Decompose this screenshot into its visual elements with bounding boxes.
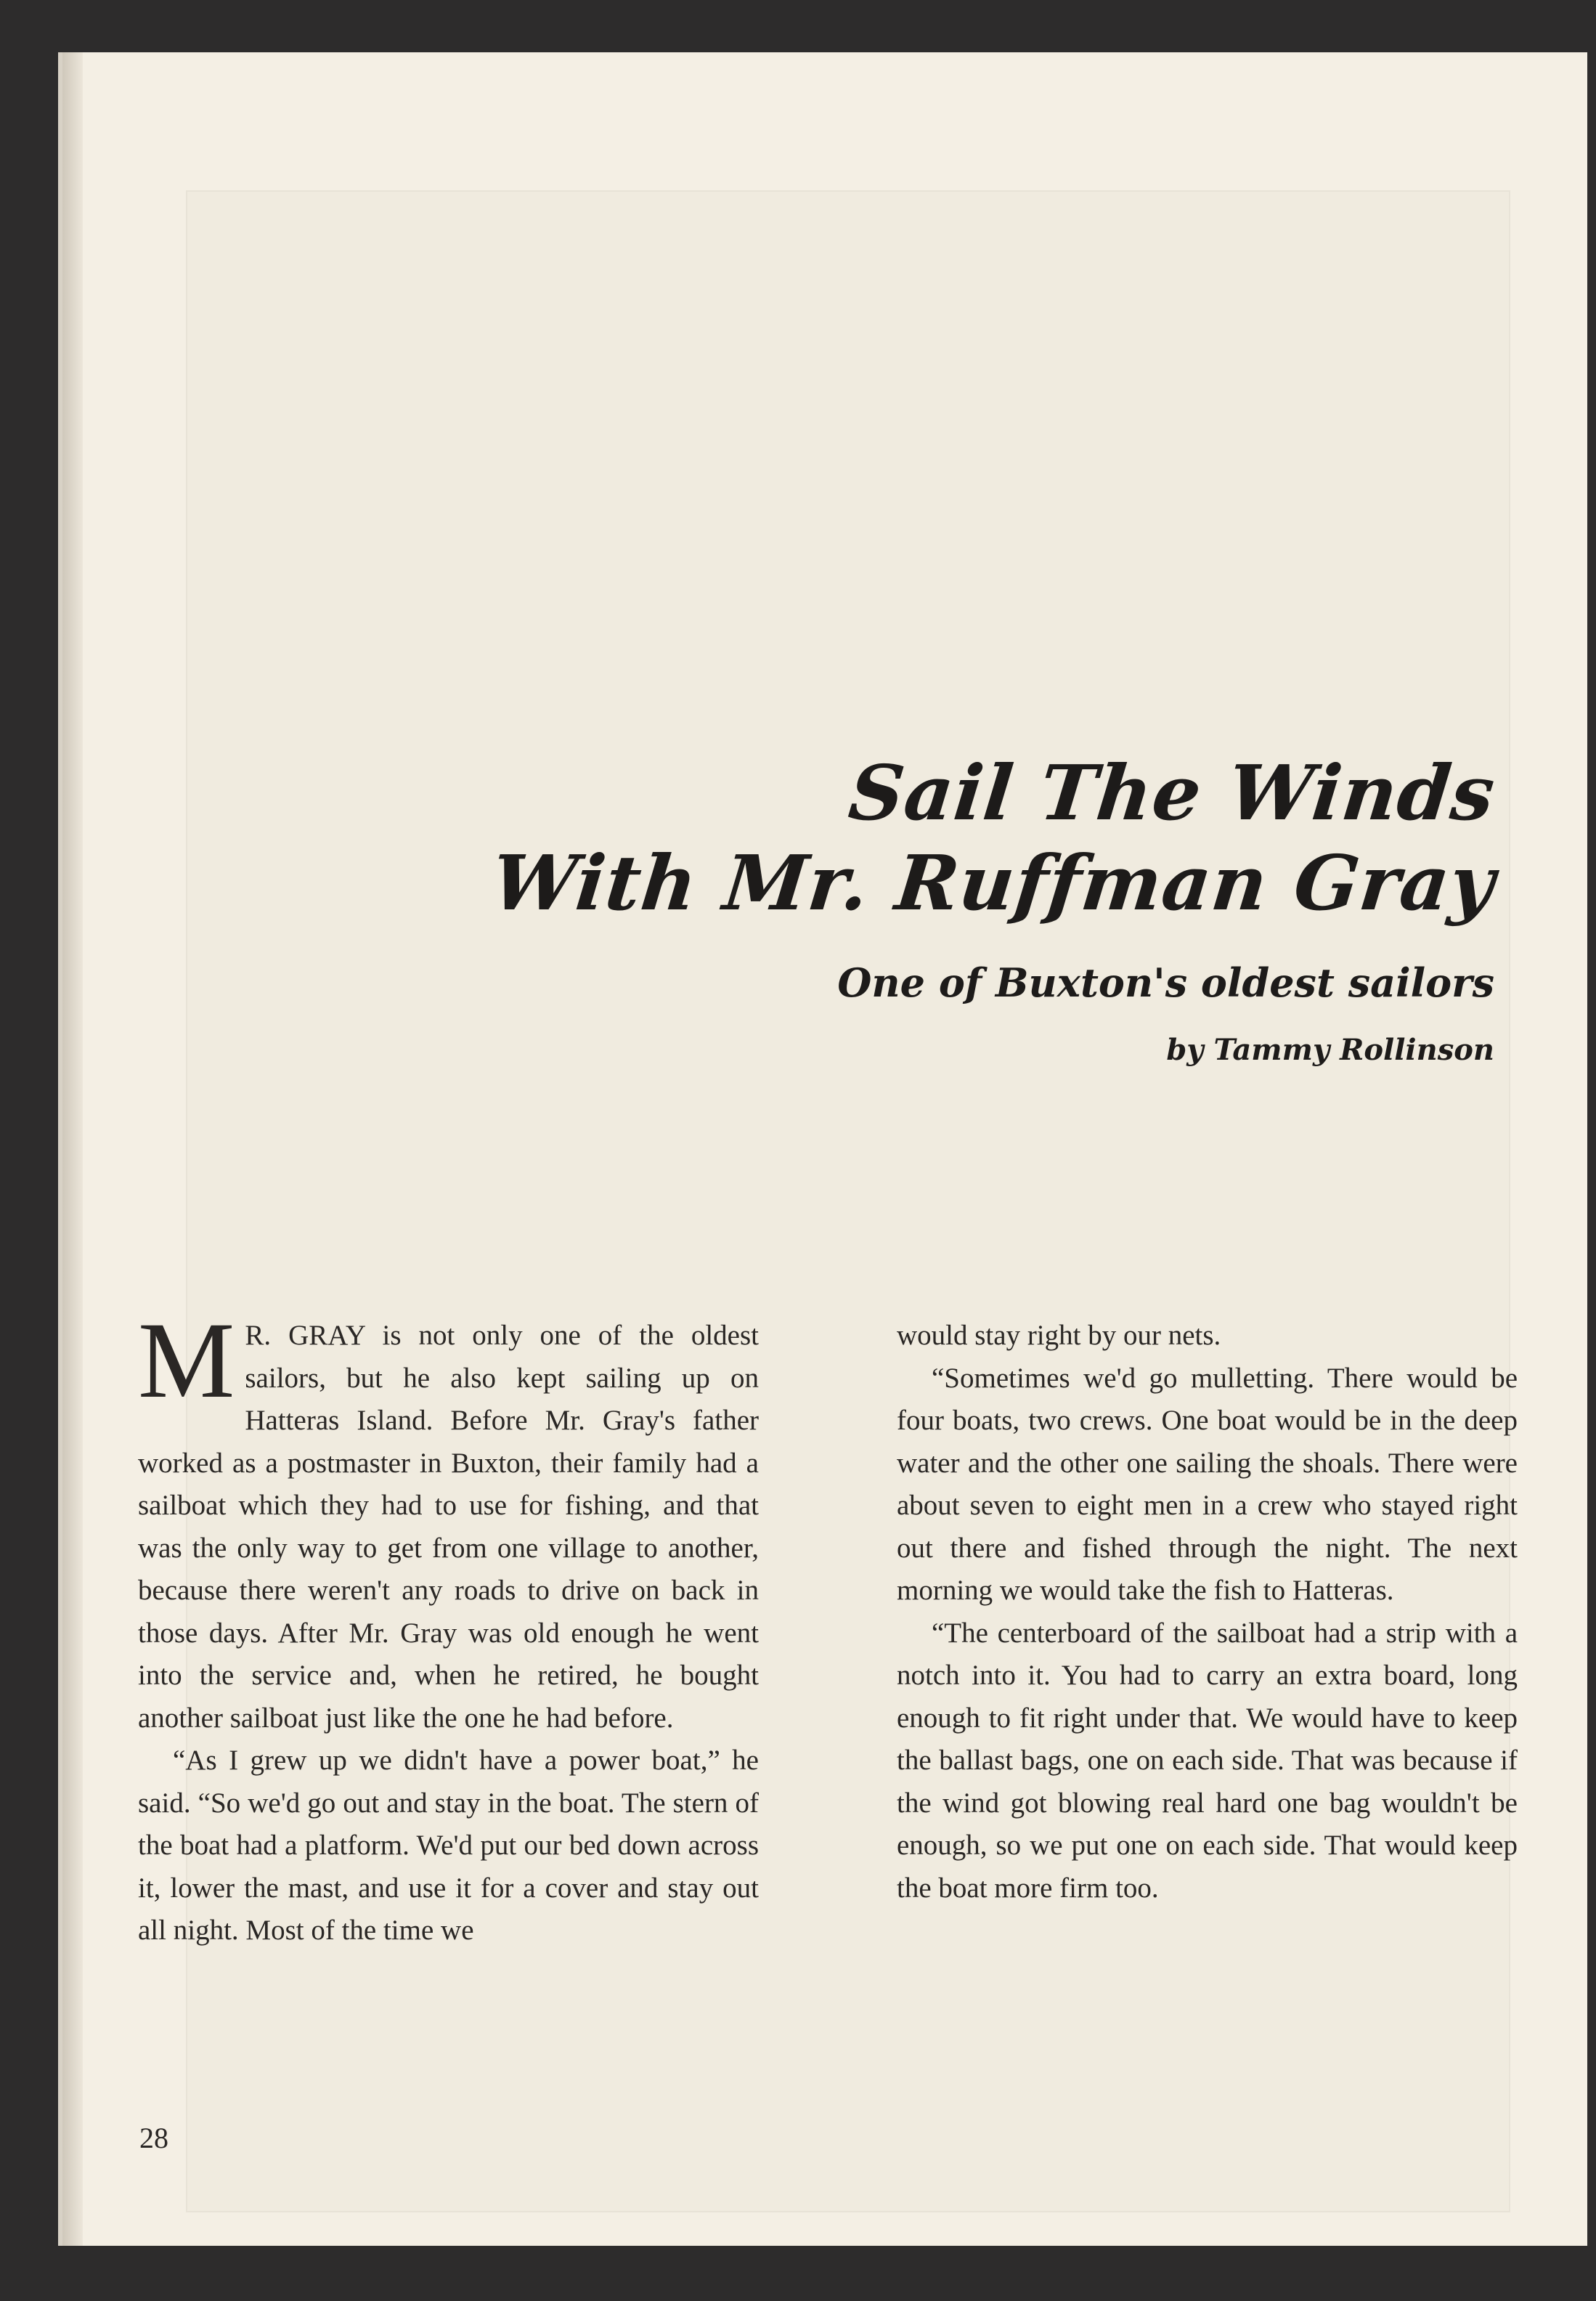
- article-byline: by Tammy Rollinson: [1166, 1033, 1494, 1067]
- article-body: [138, 1300, 1518, 2085]
- paragraph-2: “As I grew up we didn't have a power boat,” he said. “So we'd go out and stay in the boat. The stern of the boat had a platform. We'd put our bed down across it, lower the mast, and use it for a cover and stay out all night. Most of the time we: [138, 1745, 759, 1946]
- article-header: [487, 748, 1499, 1071]
- paragraph-3: “Sometimes we'd go mulletting. There would be four boats, two crews. One boat would be in the deep water and the other one sailing the shoals. There were about seven to eight men in a crew who stayed right out there and fished through the night. The next morning we would take the fish to Hatteras.: [897, 1362, 1518, 1606]
- left-column: [138, 1300, 759, 1952]
- drop-cap: M: [138, 1300, 235, 1421]
- paragraph-1-text: R. GRAY is not only one of the oldest sailors, but he also kept sailing up on Hatteras Island. Before Mr. Gray's father worked as a postmaster in Buxton, their family had a sailboat which they had to use for fishing, and that was the only way to get from one village to another, because there weren't any roads to drive on back in those days. After Mr. Gray was old enough he went into the service and, when he retired, he bought another sailboat just like the one he had before.: [138, 1320, 759, 1734]
- paragraph-1: [138, 1300, 759, 1740]
- right-column: [897, 1315, 1518, 1910]
- article-title-line-1: Sail The Winds: [844, 748, 1499, 837]
- article-title-line-2: With Mr. Ruffman Gray: [487, 838, 1499, 928]
- page-number: 28: [139, 2122, 168, 2154]
- paragraph-2-continued: would stay right by our nets.: [897, 1320, 1221, 1351]
- article-subtitle: One of Buxton's oldest sailors: [837, 959, 1494, 1006]
- paragraph-4: “The centerboard of the sailboat had a strip with a notch into it. You had to carry an extra board, long enough to fit right under that. We would have to keep the ballast bags, one on each side. That was because if the wind got blowing real hard one bag wouldn't be enough, so we put one on each side. That would keep the boat more firm too.: [897, 1617, 1518, 1904]
- binding-edge: [62, 52, 83, 2246]
